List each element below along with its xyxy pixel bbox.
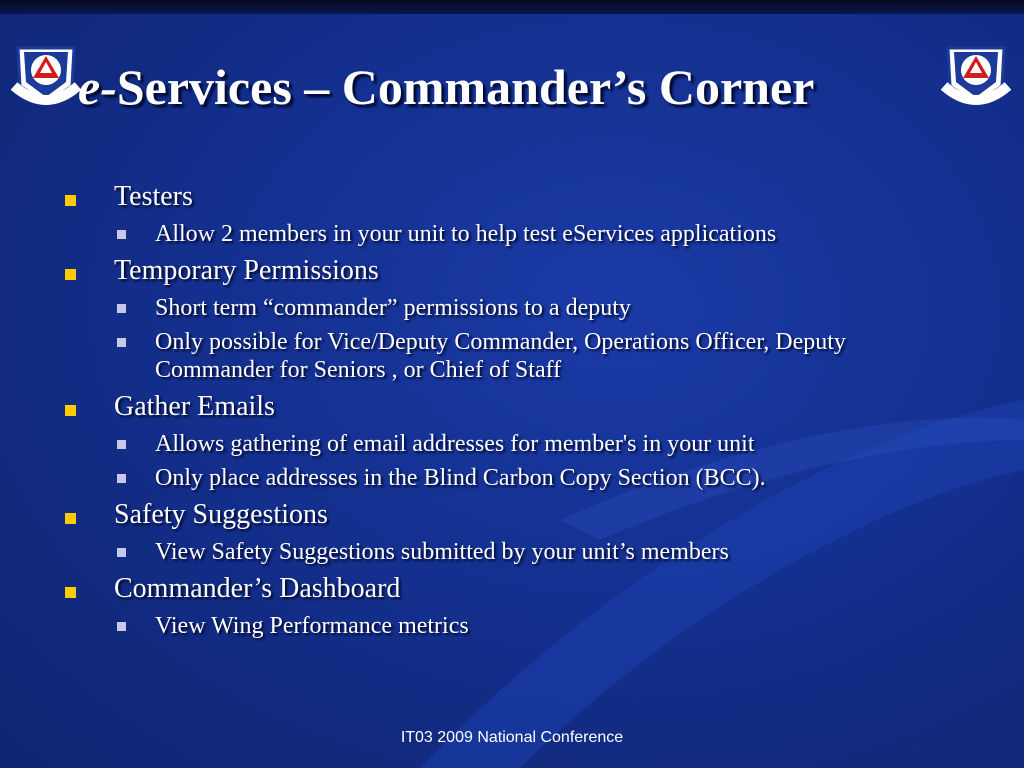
square-bullet-icon — [65, 513, 76, 524]
sub-bullet-text: Only possible for Vice/Deputy Commander, Operations Officer, Deputy Commander for Seniors , or Chief of Staff — [155, 329, 846, 383]
civil-air-patrol-logo-left — [10, 42, 82, 110]
small-square-bullet-icon — [117, 304, 126, 313]
bullet-gather-emails — [60, 390, 960, 424]
sub-bullet-text: Short term “commander” permissions to a deputy — [155, 295, 631, 321]
sub-bullet-text: View Safety Suggestions submitted by your unit’s members — [155, 539, 729, 565]
sub-bullet — [155, 538, 960, 566]
small-square-bullet-icon — [117, 548, 126, 557]
bullet-safety-suggestions — [60, 498, 960, 532]
bullet-text: Commander’s Dashboard — [114, 573, 401, 604]
bullet-commanders-dashboard — [60, 572, 960, 606]
sub-bullet-text: Allow 2 members in your unit to help test eServices applications — [155, 221, 777, 247]
sub-bullet-text: Only place addresses in the Blind Carbon Copy Section (BCC). — [155, 465, 766, 491]
bullet-testers — [60, 180, 960, 214]
sub-bullet — [155, 430, 960, 458]
square-bullet-icon — [65, 405, 76, 416]
small-square-bullet-icon — [117, 338, 126, 347]
small-square-bullet-icon — [117, 230, 126, 239]
small-square-bullet-icon — [117, 622, 126, 631]
civil-air-patrol-logo-right — [940, 42, 1012, 110]
bullet-list — [60, 180, 960, 646]
sub-bullet — [155, 328, 935, 384]
footer-text: IT03 2009 National Conference — [400, 729, 624, 746]
bullet-text: Testers — [114, 181, 193, 212]
square-bullet-icon — [65, 269, 76, 280]
sub-bullet — [155, 220, 960, 248]
bullet-text: Gather Emails — [114, 391, 275, 422]
bullet-temporary-permissions — [60, 254, 960, 288]
square-bullet-icon — [65, 587, 76, 598]
title-main: Services – Commander’s Corner — [116, 59, 815, 115]
sub-bullet-text: View Wing Performance metrics — [155, 613, 469, 639]
square-bullet-icon — [65, 195, 76, 206]
bullet-text: Safety Suggestions — [114, 499, 328, 530]
sub-bullet — [155, 294, 960, 322]
small-square-bullet-icon — [117, 440, 126, 449]
bullet-text: Temporary Permissions — [114, 255, 379, 286]
small-square-bullet-icon — [117, 474, 126, 483]
sub-bullet — [155, 612, 960, 640]
sub-bullet — [155, 464, 960, 492]
title-prefix: e- — [78, 59, 117, 115]
sub-bullet-text: Allows gathering of email addresses for member's in your unit — [155, 431, 755, 457]
slide-title — [78, 59, 815, 115]
